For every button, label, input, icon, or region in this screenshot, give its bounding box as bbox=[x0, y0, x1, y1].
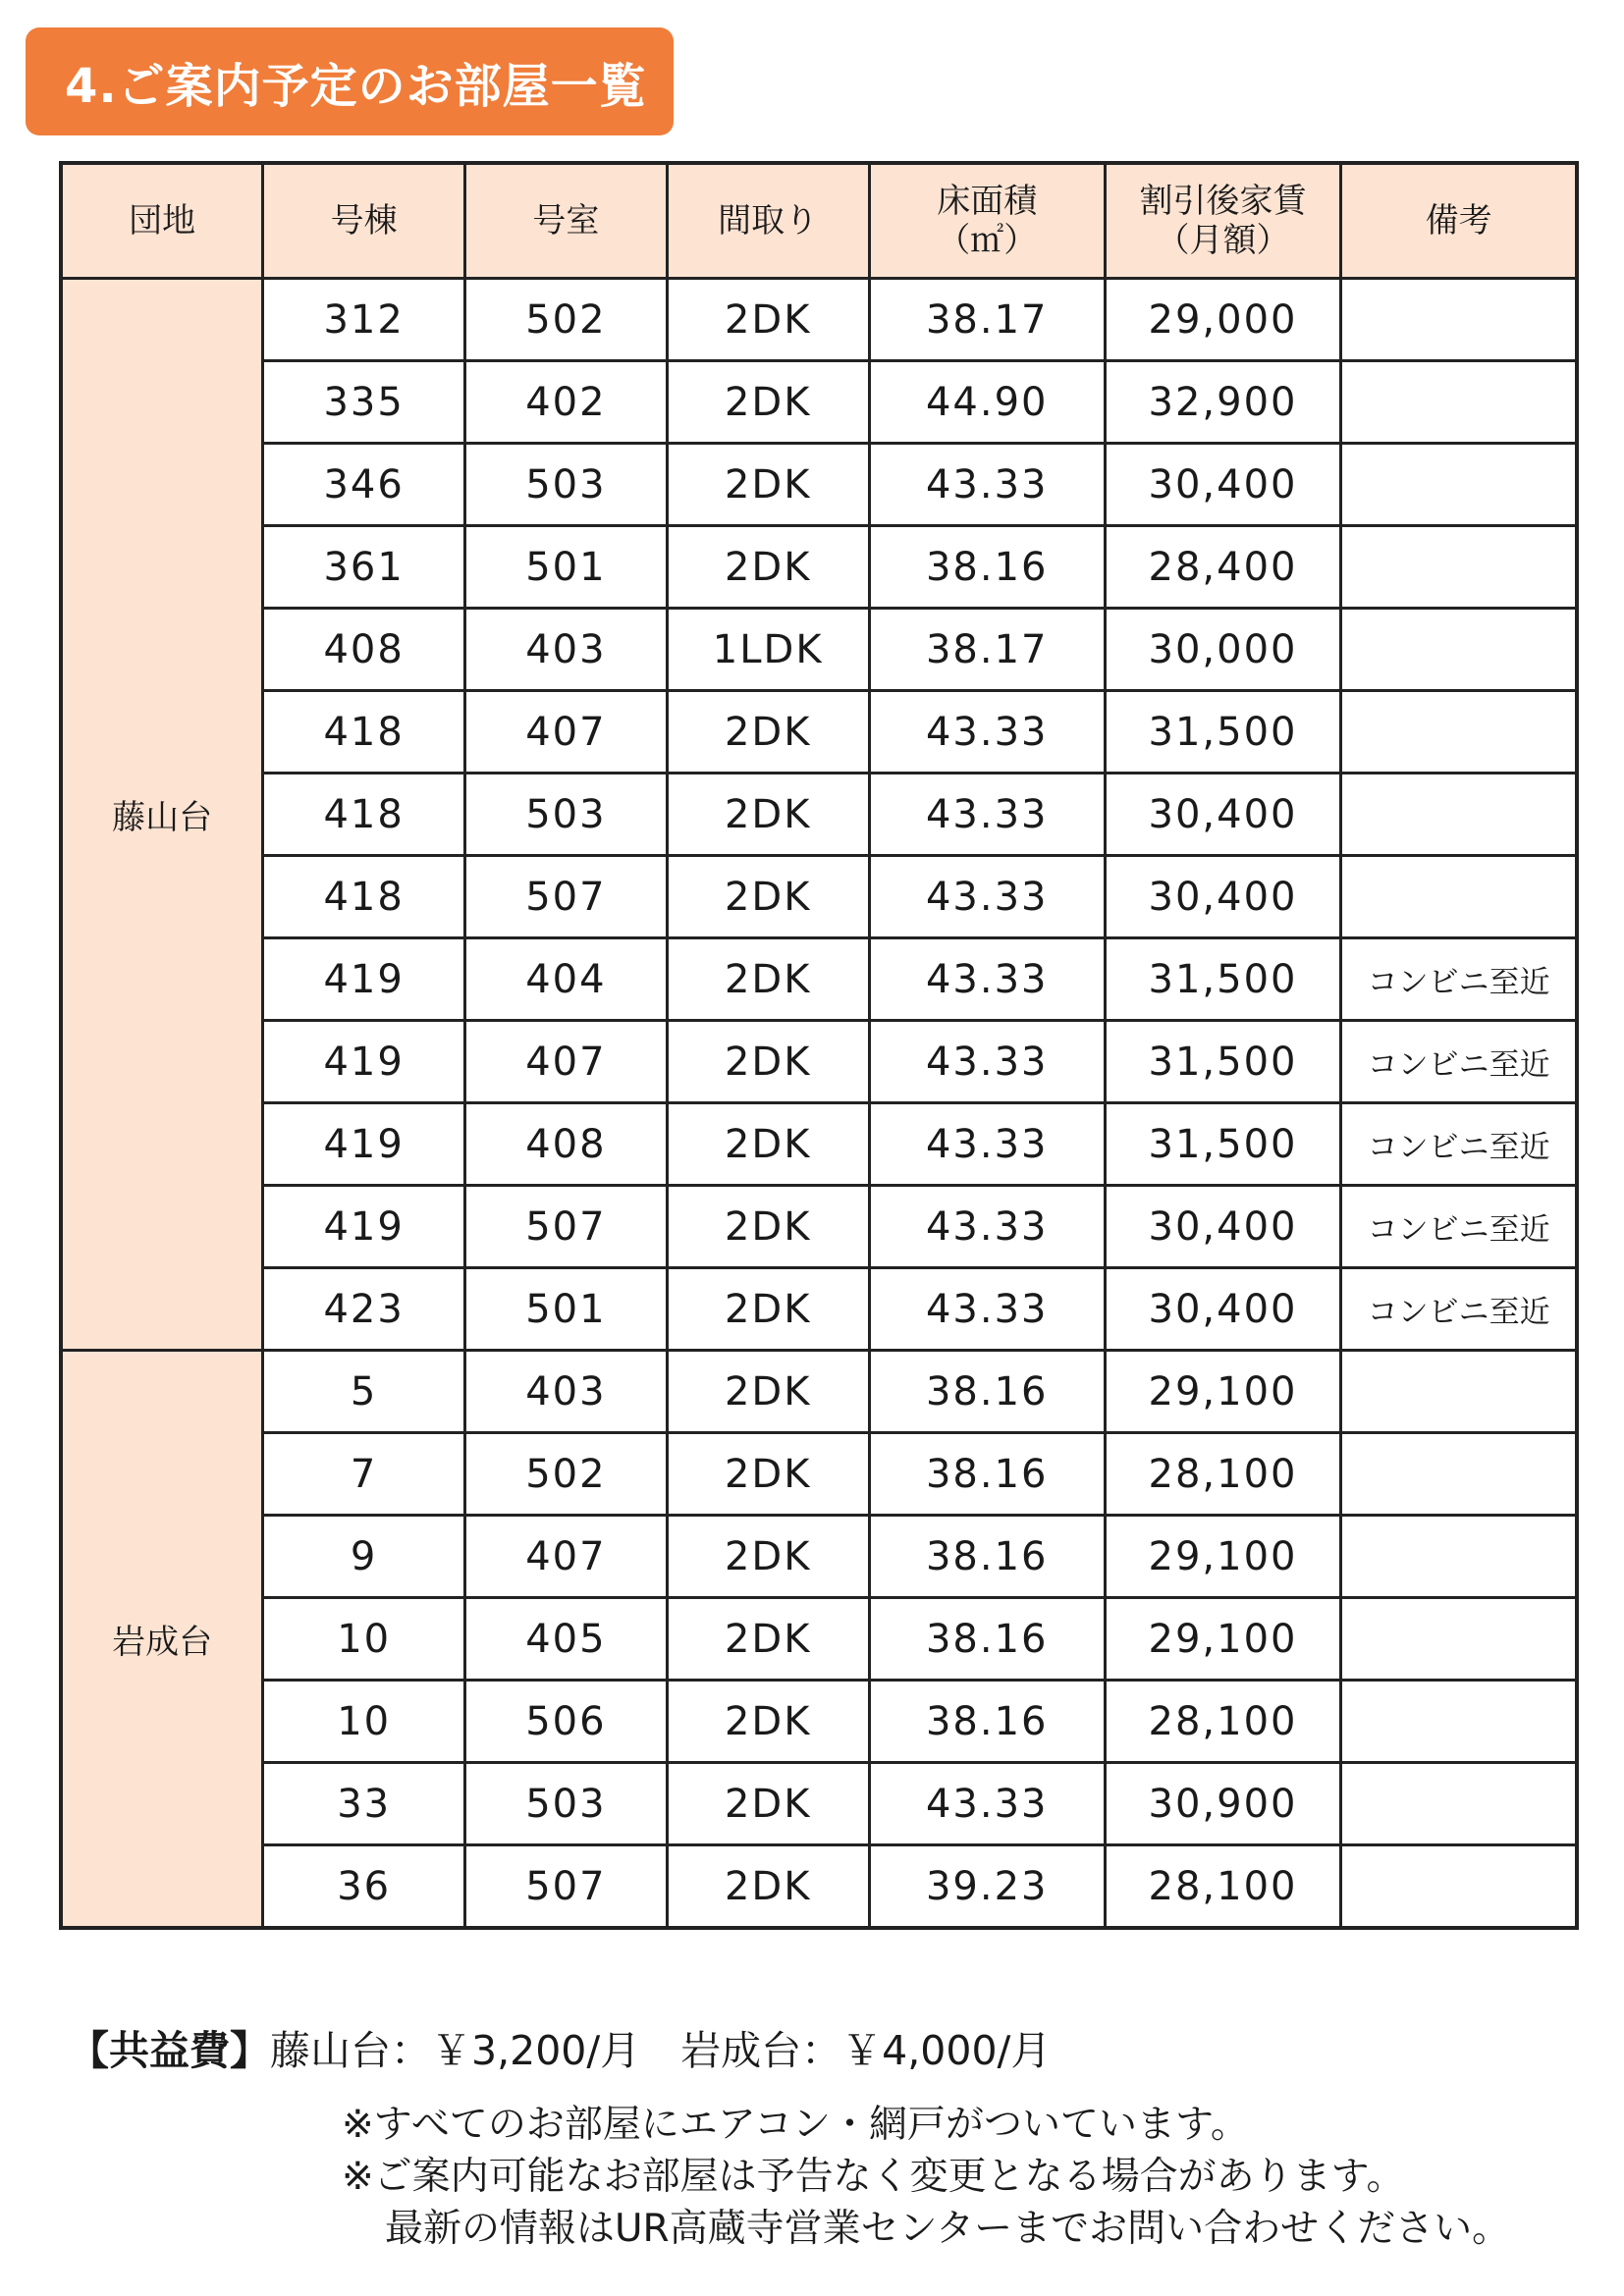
building-cell: 418 bbox=[263, 691, 465, 774]
common-fee bbox=[69, 2018, 1051, 2076]
floor-area-cell: 38.17 bbox=[869, 279, 1105, 361]
remarks-cell bbox=[1341, 856, 1577, 938]
table-row bbox=[61, 1845, 1577, 1929]
remarks-cell bbox=[1341, 1845, 1577, 1929]
table-row bbox=[61, 1186, 1577, 1268]
rent-cell: 30,400 bbox=[1105, 856, 1340, 938]
table-row bbox=[61, 1763, 1577, 1845]
floor-area-cell: 43.33 bbox=[869, 691, 1105, 774]
common-fee-label: 【共益費】 bbox=[69, 2027, 270, 2074]
table-row bbox=[61, 1598, 1577, 1681]
layout-cell: 2DK bbox=[667, 1763, 869, 1845]
table-row bbox=[61, 1433, 1577, 1516]
remarks-cell bbox=[1341, 1763, 1577, 1845]
remarks-cell: コンビニ至近 bbox=[1341, 1103, 1577, 1186]
note-line: 最新の情報はUR高蔵寺営業センターまでお問い合わせください。 bbox=[385, 2207, 1511, 2251]
layout-cell: 2DK bbox=[667, 1681, 869, 1763]
floor-area-cell: 38.16 bbox=[869, 1598, 1105, 1681]
table-row bbox=[61, 1268, 1577, 1351]
table-row bbox=[61, 856, 1577, 938]
layout-cell: 2DK bbox=[667, 774, 869, 856]
remarks-cell bbox=[1341, 609, 1577, 691]
table-row bbox=[61, 526, 1577, 609]
layout-cell: 2DK bbox=[667, 1433, 869, 1516]
room-cell: 402 bbox=[465, 361, 668, 444]
common-fee-text: 藤山台：￥3,200/月 岩成台：￥4,000/月 bbox=[270, 2027, 1052, 2074]
remarks-cell bbox=[1341, 1598, 1577, 1681]
estate-cell: 岩成台 bbox=[61, 1351, 263, 1929]
room-cell: 407 bbox=[465, 691, 668, 774]
building-cell: 423 bbox=[263, 1268, 465, 1351]
layout-cell: 2DK bbox=[667, 279, 869, 361]
floor-area-cell: 43.33 bbox=[869, 774, 1105, 856]
layout-cell: 2DK bbox=[667, 361, 869, 444]
header-layout: 間取り bbox=[667, 163, 869, 279]
remarks-cell: コンビニ至近 bbox=[1341, 1021, 1577, 1103]
layout-cell: 2DK bbox=[667, 1845, 869, 1929]
table-row bbox=[61, 1103, 1577, 1186]
room-cell: 403 bbox=[465, 1351, 668, 1433]
room-cell: 407 bbox=[465, 1516, 668, 1598]
floor-area-cell: 43.33 bbox=[869, 1021, 1105, 1103]
room-cell: 408 bbox=[465, 1103, 668, 1186]
table-row bbox=[61, 774, 1577, 856]
building-cell: 33 bbox=[263, 1763, 465, 1845]
rent-cell: 30,400 bbox=[1105, 1268, 1340, 1351]
room-cell: 507 bbox=[465, 1186, 668, 1268]
building-cell: 5 bbox=[263, 1351, 465, 1433]
estate-cell: 藤山台 bbox=[61, 279, 263, 1351]
rent-cell: 28,100 bbox=[1105, 1681, 1340, 1763]
building-cell: 312 bbox=[263, 279, 465, 361]
note-line: ※ご案内可能なお部屋は予告なく変更となる場合があります。 bbox=[342, 2155, 1405, 2199]
table-row bbox=[61, 1516, 1577, 1598]
table-row bbox=[61, 938, 1577, 1021]
floor-area-cell: 44.90 bbox=[869, 361, 1105, 444]
building-cell: 408 bbox=[263, 609, 465, 691]
room-cell: 507 bbox=[465, 1845, 668, 1929]
floor-area-cell: 38.17 bbox=[869, 609, 1105, 691]
floor-area-cell: 43.33 bbox=[869, 856, 1105, 938]
building-cell: 10 bbox=[263, 1598, 465, 1681]
remarks-cell bbox=[1341, 361, 1577, 444]
floor-area-cell: 38.16 bbox=[869, 1681, 1105, 1763]
layout-cell: 2DK bbox=[667, 1516, 869, 1598]
floor-area-cell: 43.33 bbox=[869, 1186, 1105, 1268]
rent-cell: 30,000 bbox=[1105, 609, 1340, 691]
floor-area-cell: 38.16 bbox=[869, 1433, 1105, 1516]
table-row bbox=[61, 691, 1577, 774]
remarks-cell: コンビニ至近 bbox=[1341, 938, 1577, 1021]
floor-area-cell: 38.16 bbox=[869, 1351, 1105, 1433]
building-cell: 361 bbox=[263, 526, 465, 609]
building-cell: 9 bbox=[263, 1516, 465, 1598]
layout-cell: 2DK bbox=[667, 1268, 869, 1351]
remarks-cell bbox=[1341, 444, 1577, 526]
rent-cell: 30,400 bbox=[1105, 1186, 1340, 1268]
layout-cell: 2DK bbox=[667, 1021, 869, 1103]
building-cell: 419 bbox=[263, 1021, 465, 1103]
remarks-cell: コンビニ至近 bbox=[1341, 1268, 1577, 1351]
room-cell: 503 bbox=[465, 444, 668, 526]
room-cell: 403 bbox=[465, 609, 668, 691]
rent-cell: 28,100 bbox=[1105, 1433, 1340, 1516]
room-cell: 405 bbox=[465, 1598, 668, 1681]
remarks-cell bbox=[1341, 1433, 1577, 1516]
room-cell: 502 bbox=[465, 279, 668, 361]
room-cell: 502 bbox=[465, 1433, 668, 1516]
table-row bbox=[61, 1021, 1577, 1103]
building-cell: 335 bbox=[263, 361, 465, 444]
room-cell: 506 bbox=[465, 1681, 668, 1763]
layout-cell: 2DK bbox=[667, 1598, 869, 1681]
table-row bbox=[61, 1681, 1577, 1763]
rent-cell: 31,500 bbox=[1105, 1103, 1340, 1186]
layout-cell: 2DK bbox=[667, 444, 869, 526]
building-cell: 419 bbox=[263, 1103, 465, 1186]
rent-cell: 29,000 bbox=[1105, 279, 1340, 361]
building-cell: 418 bbox=[263, 774, 465, 856]
rent-cell: 30,900 bbox=[1105, 1763, 1340, 1845]
layout-cell: 2DK bbox=[667, 1103, 869, 1186]
room-cell: 503 bbox=[465, 1763, 668, 1845]
room-cell: 407 bbox=[465, 1021, 668, 1103]
rent-cell: 31,500 bbox=[1105, 1021, 1340, 1103]
header-rent: 割引後家賃 （月額） bbox=[1105, 163, 1340, 279]
header-floor-area: 床面積 （㎡） bbox=[869, 163, 1105, 279]
table-row bbox=[61, 361, 1577, 444]
rent-cell: 29,100 bbox=[1105, 1516, 1340, 1598]
header-building: 号棟 bbox=[263, 163, 465, 279]
remarks-cell bbox=[1341, 1681, 1577, 1763]
table-row bbox=[61, 444, 1577, 526]
notes bbox=[342, 2099, 1510, 2255]
layout-cell: 2DK bbox=[667, 1351, 869, 1433]
layout-cell: 2DK bbox=[667, 691, 869, 774]
header-remarks: 備考 bbox=[1341, 163, 1577, 279]
rent-cell: 32,900 bbox=[1105, 361, 1340, 444]
room-cell: 503 bbox=[465, 774, 668, 856]
rent-cell: 28,400 bbox=[1105, 526, 1340, 609]
building-cell: 10 bbox=[263, 1681, 465, 1763]
rent-cell: 31,500 bbox=[1105, 938, 1340, 1021]
layout-cell: 2DK bbox=[667, 938, 869, 1021]
remarks-cell bbox=[1341, 1516, 1577, 1598]
floor-area-cell: 43.33 bbox=[869, 938, 1105, 1021]
rent-cell: 28,100 bbox=[1105, 1845, 1340, 1929]
floor-area-cell: 43.33 bbox=[869, 1268, 1105, 1351]
remarks-cell bbox=[1341, 774, 1577, 856]
rent-cell: 29,100 bbox=[1105, 1598, 1340, 1681]
floor-area-cell: 38.16 bbox=[869, 526, 1105, 609]
floor-area-cell: 39.23 bbox=[869, 1845, 1105, 1929]
building-cell: 36 bbox=[263, 1845, 465, 1929]
building-cell: 7 bbox=[263, 1433, 465, 1516]
remarks-cell: コンビニ至近 bbox=[1341, 1186, 1577, 1268]
table-header-row bbox=[61, 163, 1577, 279]
rent-cell: 31,500 bbox=[1105, 691, 1340, 774]
building-cell: 418 bbox=[263, 856, 465, 938]
page-title: 4.ご案内予定のお部屋一覧 bbox=[26, 27, 674, 135]
building-cell: 419 bbox=[263, 1186, 465, 1268]
layout-cell: 2DK bbox=[667, 856, 869, 938]
room-cell: 501 bbox=[465, 526, 668, 609]
building-cell: 419 bbox=[263, 938, 465, 1021]
rent-cell: 30,400 bbox=[1105, 774, 1340, 856]
rent-cell: 29,100 bbox=[1105, 1351, 1340, 1433]
layout-cell: 2DK bbox=[667, 1186, 869, 1268]
header-estate: 団地 bbox=[61, 163, 263, 279]
note-line: ※すべてのお部屋にエアコン・網戸がついています。 bbox=[342, 2103, 1249, 2147]
rent-cell: 30,400 bbox=[1105, 444, 1340, 526]
layout-cell: 1LDK bbox=[667, 609, 869, 691]
floor-area-cell: 43.33 bbox=[869, 1103, 1105, 1186]
table-row bbox=[61, 609, 1577, 691]
floor-area-cell: 43.33 bbox=[869, 444, 1105, 526]
building-cell: 346 bbox=[263, 444, 465, 526]
remarks-cell bbox=[1341, 1351, 1577, 1433]
remarks-cell bbox=[1341, 526, 1577, 609]
floor-area-cell: 43.33 bbox=[869, 1763, 1105, 1845]
room-cell: 404 bbox=[465, 938, 668, 1021]
table-body bbox=[61, 279, 1577, 1929]
remarks-cell bbox=[1341, 279, 1577, 361]
room-cell: 507 bbox=[465, 856, 668, 938]
table-row bbox=[61, 1351, 1577, 1433]
floor-area-cell: 38.16 bbox=[869, 1516, 1105, 1598]
layout-cell: 2DK bbox=[667, 526, 869, 609]
room-list-table bbox=[59, 161, 1579, 1930]
table-row bbox=[61, 279, 1577, 361]
remarks-cell bbox=[1341, 691, 1577, 774]
room-cell: 501 bbox=[465, 1268, 668, 1351]
header-room: 号室 bbox=[465, 163, 668, 279]
